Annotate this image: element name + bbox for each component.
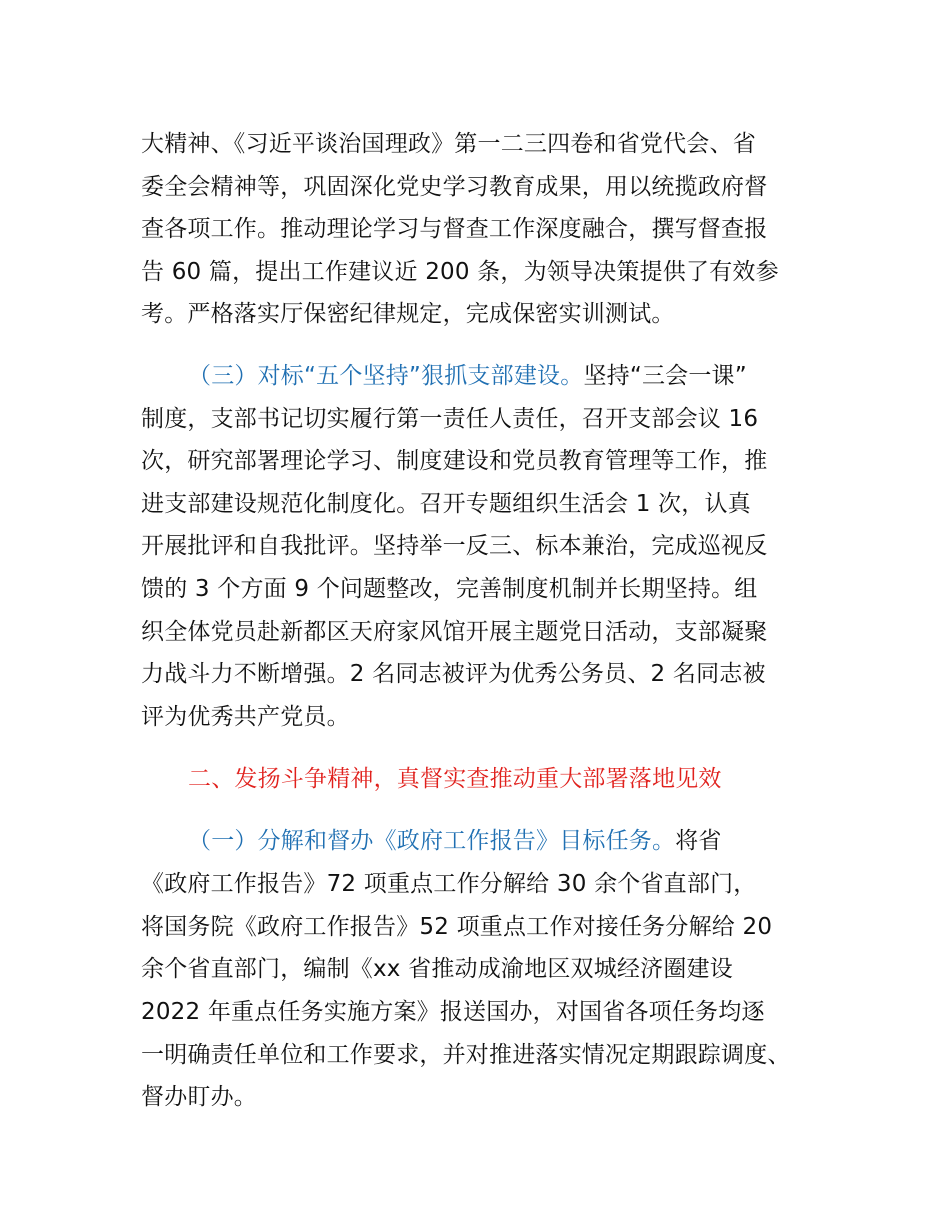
paragraph-text: 坚持“三会一课”: [583, 363, 747, 389]
paragraph-first-line: [188, 361, 747, 391]
paragraph-line: 告 60 篇，提出工作建议近 200 条，为领导决策提供了有效参: [141, 259, 779, 285]
paragraph-line: 一明确责任单位和工作要求，并对推进落实情况定期跟踪调度、: [141, 1042, 791, 1068]
paragraph-text: 将省: [675, 828, 722, 854]
paragraph-line: 评为优秀共产党员。: [141, 704, 350, 730]
paragraph-line: 开展批评和自我批评。坚持举一反三、标本兼治，完成巡视反: [141, 533, 768, 559]
paragraph-line: 大精神、《习近平谈治国理政》第一二三四卷和省党代会、省: [141, 131, 756, 157]
section-heading: 二、发扬斗争精神，真督实查推动重大部署落地见效: [188, 766, 722, 792]
paragraph-line: 余个省直部门，编制《xx 省推动成渝地区双城经济圈建设: [141, 956, 733, 982]
subsection-heading: （一）分解和督办《政府工作报告》目标任务。: [188, 828, 676, 854]
paragraph-line: 委全会精神等，巩固深化党史学习教育成果，用以统揽政府督: [141, 174, 768, 200]
paragraph-line: 织全体党员赴新都区天府家风馆开展主题党日活动，支部凝聚: [141, 619, 768, 645]
paragraph-line: 考。严格落实厅保密纪律规定，完成保密实训测试。: [141, 301, 675, 327]
paragraph-line: 馈的 3 个方面 9 个问题整改，完善制度机制并长期坚持。组: [141, 576, 758, 602]
paragraph-line: 查各项工作。推动理论学习与督查工作深度融合，撰写督查报: [141, 216, 768, 242]
paragraph-line: 《政府工作报告》72 项重点工作分解给 30 余个省直部门，: [141, 871, 757, 897]
paragraph-line: 力战斗力不断增强。2 名同志被评为优秀公务员、2 名同志被: [141, 661, 766, 687]
subsection-heading: （三）对标“五个坚持”狠抓支部建设。: [188, 363, 584, 389]
paragraph-line: 督办盯办。: [141, 1084, 257, 1110]
paragraph-line: 进支部建设规范化制度化。召开专题组织生活会 1 次，认真: [141, 491, 751, 517]
paragraph-first-line: [188, 826, 722, 856]
paragraph-line: 制度，支部书记切实履行第一责任人责任，召开支部会议 16: [141, 406, 759, 432]
paragraph-line: 2022 年重点任务实施方案》报送国办，对国省各项任务均逐: [141, 999, 765, 1025]
paragraph-line: 次，研究部署理论学习、制度建设和党员教育管理等工作，推: [141, 448, 768, 474]
paragraph-line: 将国务院《政府工作报告》52 项重点工作对接任务分解给 20: [141, 914, 773, 940]
